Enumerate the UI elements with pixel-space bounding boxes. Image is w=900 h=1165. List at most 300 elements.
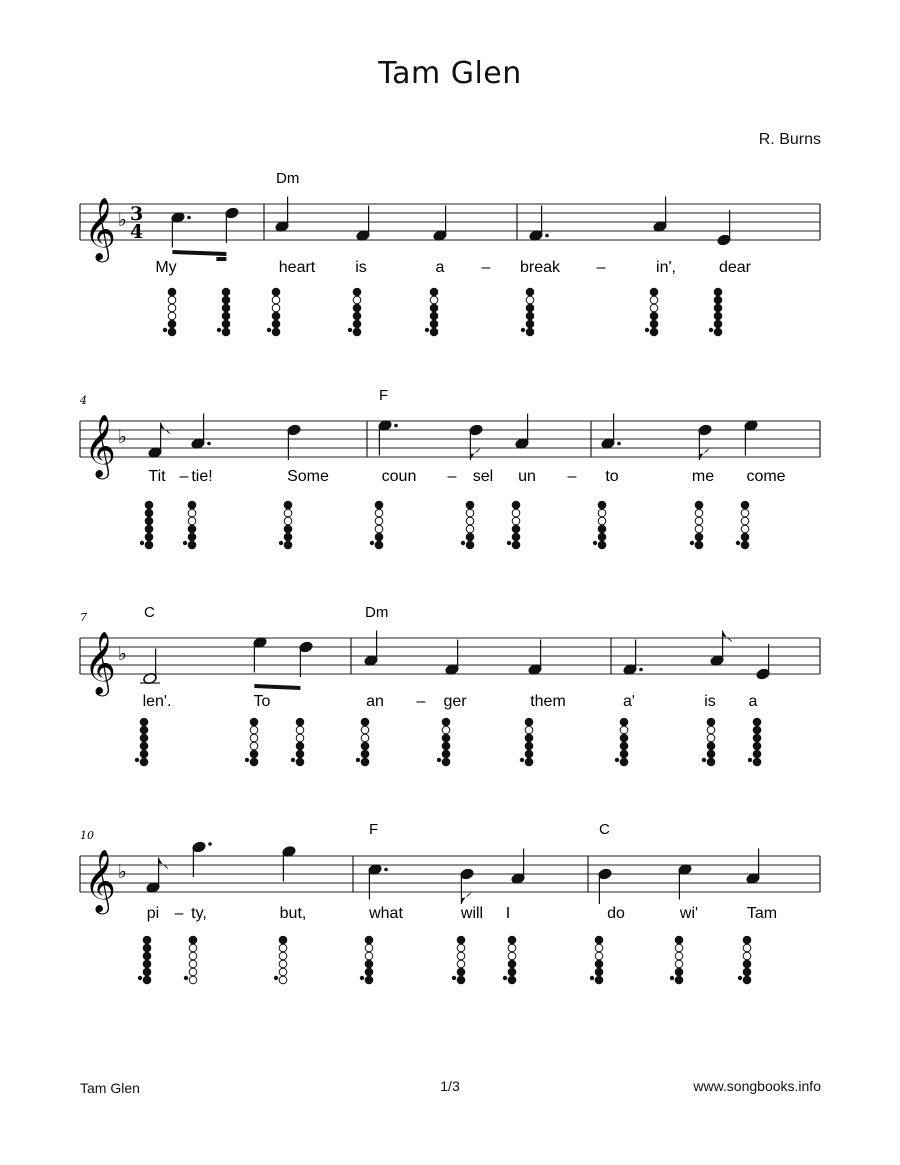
measure-number: 7 [80,611,87,624]
closed-hole [714,320,722,328]
closed-hole [526,328,534,336]
thumb-hole [138,976,142,980]
open-hole [279,976,287,984]
closed-hole [620,734,628,742]
lyric-syllable: ty, [191,905,207,922]
treble-clef-icon: 𝄞 [84,197,116,260]
closed-hole [284,533,292,541]
open-hole [365,944,373,952]
closed-hole [140,742,148,750]
augmentation-dot [187,216,191,220]
closed-hole [753,742,761,750]
closed-hole [284,541,292,549]
lyric-syllable: sel [472,468,494,485]
fingering-chart [437,718,450,766]
thumb-hole [425,328,429,332]
closed-hole [143,960,151,968]
fingering-chart [163,288,176,336]
closed-hole [222,328,230,336]
closed-hole [525,750,533,758]
note [146,858,169,894]
lyric-syllable: ger [443,693,467,710]
thumb-hole [615,758,619,762]
note [364,631,379,667]
composer-credit: R. Burns [758,131,821,148]
closed-hole [707,750,715,758]
open-hole [361,726,369,734]
lyric-syllable: me [691,468,715,485]
closed-hole [650,320,658,328]
augmentation-dot [617,442,621,446]
closed-hole [508,936,516,944]
closed-hole [526,304,534,312]
open-hole [466,509,474,517]
lyric-syllable: but, [279,905,307,922]
fingering-chart [748,718,761,766]
closed-hole [365,960,373,968]
closed-hole [279,936,287,944]
lyric-syllable: dear [718,259,752,276]
note [528,640,543,676]
closed-hole [525,734,533,742]
note [378,419,398,455]
closed-hole [361,758,369,766]
closed-hole [525,742,533,750]
closed-hole [714,304,722,312]
open-hole [525,726,533,734]
open-hole [284,509,292,517]
closed-hole [143,944,151,952]
flat-key-signature-icon: ♭ [118,643,127,665]
lyric-syllable: Some [287,468,329,485]
thumb-hole [184,976,188,980]
staff-system [79,387,820,549]
time-signature-top: 3 [130,203,144,225]
measure-number: 10 [80,829,94,842]
lyric-syllable: To [253,693,271,710]
note [275,197,290,233]
closed-hole [442,758,450,766]
note [171,211,191,247]
note [529,206,549,242]
fingering-chart [183,501,196,549]
closed-hole [430,304,438,312]
closed-hole [525,718,533,726]
lyric-syllable: un [518,468,536,485]
chord-symbol: F [369,821,379,838]
open-hole [168,296,176,304]
closed-hole [189,936,197,944]
thumb-hole [645,328,649,332]
lyric-syllable: len'. [142,693,172,710]
closed-hole [145,509,153,517]
lyric-syllable: – [567,468,577,485]
thumb-hole [736,541,740,545]
note-flag [161,423,171,435]
thumb-hole [291,758,295,762]
closed-hole [442,742,450,750]
closed-hole [466,541,474,549]
lyric-syllable: what [369,905,403,922]
open-hole [430,296,438,304]
fingering-chart [184,936,197,984]
time-signature-bottom: 4 [130,221,144,243]
thumb-hole [593,541,597,545]
fingering-chart [425,288,438,336]
closed-hole [284,525,292,533]
closed-hole [272,312,280,320]
closed-hole [714,288,722,296]
closed-hole [620,718,628,726]
note [469,424,484,460]
note [678,863,693,899]
open-hole [375,517,383,525]
fingering-chart [590,936,603,984]
closed-hole [650,328,658,336]
closed-hole [714,328,722,336]
lyric-syllable: will [460,905,484,922]
closed-hole [168,320,176,328]
closed-hole [466,501,474,509]
page-number: 1/3 [440,1078,460,1094]
closed-hole [296,750,304,758]
open-hole [508,944,516,952]
thumb-hole [356,758,360,762]
note-flag [159,858,169,870]
lyric-syllable: break [519,259,561,276]
augmentation-dot [384,868,388,872]
lyric-syllable: I [505,905,511,922]
song-title: Tam Glen [378,56,522,91]
lyric-syllable: tie! [191,468,213,485]
open-hole [353,296,361,304]
thumb-hole [360,976,364,980]
open-hole [526,296,534,304]
fingering-chart [452,936,465,984]
note [287,424,302,460]
thumb-hole [461,541,465,545]
lyric-syllable: is [355,259,367,276]
flat-key-signature-icon: ♭ [118,426,127,448]
thumb-hole [348,328,352,332]
open-hole [279,968,287,976]
open-hole [168,312,176,320]
note [717,210,732,246]
closed-hole [222,288,230,296]
closed-hole [526,320,534,328]
open-hole [466,517,474,525]
closed-hole [145,533,153,541]
closed-hole [598,525,606,533]
closed-hole [272,328,280,336]
lyric-syllable: in', [656,259,676,276]
augmentation-dot [207,442,211,446]
lyric-syllable: coun [381,468,417,485]
thumb-hole [520,758,524,762]
thumb-hole [507,541,511,545]
note [756,644,771,680]
closed-hole [222,312,230,320]
closed-hole [353,328,361,336]
lyric-syllable: them [530,693,566,710]
open-hole [707,734,715,742]
thumb-hole [163,328,167,332]
staff-system [80,604,820,766]
closed-hole [222,304,230,312]
note [148,423,171,459]
open-hole [284,517,292,525]
staff-system [80,821,820,984]
thumb-hole [709,328,713,332]
open-hole [743,944,751,952]
closed-hole [222,296,230,304]
closed-hole [430,320,438,328]
closed-hole [188,525,196,533]
thumb-hole [140,541,144,545]
open-hole [675,952,683,960]
closed-hole [595,968,603,976]
closed-hole [707,718,715,726]
fingering-chart [138,936,151,984]
closed-hole [296,718,304,726]
fingering-chart [274,936,287,984]
note [282,845,297,881]
closed-hole [140,726,148,734]
closed-hole [143,936,151,944]
closed-hole [353,312,361,320]
thumb-hole [521,328,525,332]
open-hole [695,509,703,517]
note [460,868,475,904]
closed-hole [145,525,153,533]
closed-hole [598,541,606,549]
closed-hole [753,758,761,766]
treble-clef-icon: 𝄞 [84,414,116,477]
open-hole [675,960,683,968]
open-hole [512,509,520,517]
fingering-chart [702,718,715,766]
thumb-hole [245,758,249,762]
closed-hole [457,968,465,976]
thumb-hole [738,976,742,980]
lyric-syllable: – [179,468,189,485]
closed-hole [375,501,383,509]
closed-hole [525,758,533,766]
lyric-syllable: wi' [679,905,699,922]
closed-hole [457,976,465,984]
open-hole [365,952,373,960]
open-hole [189,952,197,960]
thumb-hole [503,976,507,980]
closed-hole [743,936,751,944]
flat-key-signature-icon: ♭ [118,209,127,231]
open-hole [741,517,749,525]
closed-hole [508,960,516,968]
treble-clef-icon: 𝄞 [84,849,116,912]
note [746,849,761,885]
lyric-syllable: My [155,259,177,276]
note [511,849,526,885]
fingering-chart [503,936,516,984]
open-hole [188,509,196,517]
fingering-chart [690,501,703,549]
open-hole [375,509,383,517]
closed-hole [598,533,606,541]
treble-clef-icon: 𝄞 [84,631,116,694]
thumb-hole [690,541,694,545]
fingering-chart [267,288,280,336]
open-hole [279,960,287,968]
closed-hole [526,288,534,296]
open-hole [620,726,628,734]
chord-symbol: Dm [365,604,389,621]
thumb-hole [748,758,752,762]
fingering-chart [461,501,474,549]
measure-number: 4 [80,394,87,407]
open-hole [512,517,520,525]
lyric-syllable: heart [278,259,316,276]
beam [254,684,300,690]
closed-hole [140,734,148,742]
open-hole [743,952,751,960]
lyric-syllable: come [746,468,786,485]
closed-hole [145,501,153,509]
chord-symbol: C [144,604,155,621]
fingering-chart [370,501,383,549]
lyric-syllable: a [748,693,758,710]
lyric-syllable: pi [146,905,160,922]
open-hole [695,517,703,525]
closed-hole [741,533,749,541]
fingering-chart [709,288,722,336]
open-hole [457,960,465,968]
chord-symbol: Dm [276,170,300,187]
closed-hole [466,533,474,541]
open-hole [675,944,683,952]
closed-hole [140,718,148,726]
open-hole [272,304,280,312]
lyric-syllable: a' [623,693,635,710]
closed-hole [650,312,658,320]
open-hole [189,976,197,984]
open-hole [508,952,516,960]
closed-hole [250,718,258,726]
closed-hole [442,750,450,758]
augmentation-dot [208,842,212,846]
closed-hole [650,288,658,296]
open-hole [457,952,465,960]
note [253,636,268,672]
open-hole [457,944,465,952]
closed-hole [508,968,516,976]
closed-hole [168,288,176,296]
note [710,631,733,667]
closed-hole [714,312,722,320]
open-hole [650,296,658,304]
open-hole [296,734,304,742]
note [192,841,212,877]
closed-hole [353,320,361,328]
closed-hole [707,758,715,766]
fingering-chart [593,501,606,549]
thumb-hole [452,976,456,980]
closed-hole [442,718,450,726]
closed-hole [620,750,628,758]
closed-hole [620,758,628,766]
fingering-chart [360,936,373,984]
note [356,206,371,242]
note [623,640,643,676]
open-hole [598,517,606,525]
fingering-chart [291,718,304,766]
open-hole [361,734,369,742]
closed-hole [296,758,304,766]
closed-hole [188,541,196,549]
lyric-syllable: – [416,693,426,710]
closed-hole [695,533,703,541]
closed-hole [353,288,361,296]
closed-hole [430,328,438,336]
closed-hole [375,533,383,541]
closed-hole [675,968,683,976]
lyric-syllable: – [596,259,606,276]
note [744,419,759,455]
fingering-chart [645,288,658,336]
note [515,414,530,450]
note [601,414,621,450]
closed-hole [250,750,258,758]
note [653,197,668,233]
beam [172,250,226,256]
closed-hole [143,952,151,960]
open-hole [375,525,383,533]
lyric-syllable: to [605,468,619,485]
closed-hole [508,976,516,984]
open-hole [279,944,287,952]
closed-hole [598,501,606,509]
thumb-hole [590,976,594,980]
closed-hole [222,320,230,328]
closed-hole [753,718,761,726]
open-hole [188,517,196,525]
lyric-syllable: an [366,693,384,710]
footer-website: www.songbooks.info [693,1078,821,1094]
footer-title: Tam Glen [80,1080,140,1096]
closed-hole [741,501,749,509]
closed-hole [361,750,369,758]
augmentation-dot [545,234,549,238]
fingering-chart [140,501,153,549]
note-flag [470,448,480,460]
open-hole [598,509,606,517]
closed-hole [595,960,603,968]
thumb-hole [702,758,706,762]
closed-hole [675,936,683,944]
closed-hole [145,541,153,549]
open-hole [168,304,176,312]
fingering-chart [736,501,749,549]
augmentation-dot [394,424,398,428]
closed-hole [743,976,751,984]
closed-hole [595,936,603,944]
closed-hole [512,533,520,541]
lyric-syllable: – [447,468,457,485]
open-hole [741,525,749,533]
lyric-syllable: Tit [148,468,166,485]
open-hole [189,968,197,976]
thumb-hole [267,328,271,332]
thumb-hole [279,541,283,545]
